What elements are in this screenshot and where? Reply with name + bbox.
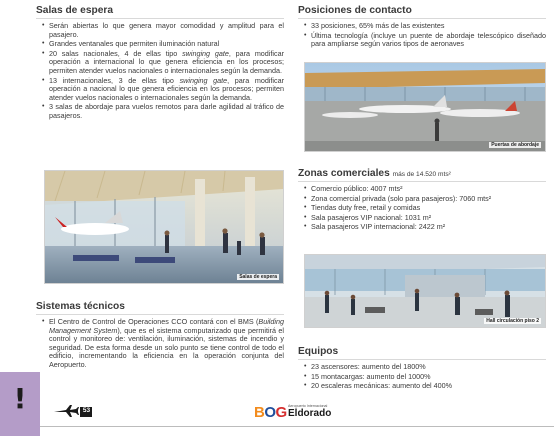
equipos-list [298,363,546,391]
zonas-subtitle: más de 14.520 mts² [392,171,451,178]
salas-title: Salas de espera [36,5,284,19]
list-item [43,77,284,103]
list-item: • Sala pasajeros VIP internacional: 2422 m² [305,223,546,232]
logo-name: Eldorado [288,408,332,419]
list-item: • Sala pasajeros VIP nacional: 1031 m² [305,214,546,223]
posiciones-section [298,5,546,50]
zonas-title-text: Zonas comerciales [298,168,390,179]
photo-caption: Salas de espera [239,274,277,280]
eldorado-logo [254,404,344,422]
list-item [43,318,284,370]
boarding-gates-image [305,63,545,151]
page-number-badge [52,403,92,419]
list-item-text: El Centro de Control de Operaciones CCO contará con el BMS (Building Management System), que es el sistema computarizado que permitirá el control y monitoreo de: ventilación, iluminación, sistemas de incendio y seguridad. De esta forma desde un solo punto se tiene control de todo el edificio, incrementando la eficiencia en la operación conjunta del Aeropuerto. [49,317,284,369]
zonas-title [298,168,546,182]
list-item: • Última tecnología (incluye un puente de abordaje telescópico diseñado para ampliarse según varios tipos de aeronaves [305,32,546,49]
page-number: 53 [82,407,91,414]
posiciones-list [298,22,546,49]
zonas-section [298,168,546,233]
list-item: • 33 posiciones, 65% más de las existentes [305,22,546,31]
sistemas-title: Sistemas técnicos [36,301,284,315]
salas-photo [44,170,284,284]
list-item: • Zona comercial privada (solo para pasajeros): 7060 mts² [305,195,546,204]
accent-bar [0,372,40,436]
zonas-list [298,185,546,232]
list-item: • Comercio público: 4007 mts² [305,185,546,194]
circulation-hall-image [305,255,545,327]
footer-divider [40,426,554,427]
salas-list [36,22,284,121]
list-item: • 20 escaleras mecánicas: aumento del 400% [305,382,546,391]
waiting-room-image [45,171,283,283]
posiciones-photo [304,62,546,152]
equipos-title: Equipos [298,346,546,360]
salas-section [36,5,284,122]
list-item: • 23 ascensores: aumento del 1800% [305,363,546,372]
list-item: • Tiendas duty free, retail y comidas [305,204,546,213]
zonas-photo [304,254,546,328]
posiciones-title: Posiciones de contacto [298,5,546,19]
sistemas-section [36,301,284,371]
list-item-text: 13 internacionales, 3 de ellas tipo swinging gate, para modificar operación a nacional lo que genera eficiencia en los procesos; permiten atender vuelos nacionales o internacionales según la demanda. [49,75,284,102]
list-item: • Grandes ventanales que permiten iluminación natural [43,40,284,49]
exclamation-icon: ! [13,382,27,415]
photo-caption: Hall circulación piso 2 [486,318,539,324]
list-item [43,50,284,76]
list-item: • Serán abiertas lo que genera mayor comodidad y amplitud para el pasajero. [43,22,284,39]
photo-caption: Puertas de abordaje [491,142,539,148]
logo-subtitle: Aeropuerto Internacional [288,404,328,408]
list-item-text: 20 salas nacionales, 4 de ellas tipo swinging gate, para modificar operación a internacional lo que genera eficiencia en los procesos; permiten atender vuelos nacionales o internacionales según la demanda. [49,48,284,75]
list-item: • 15 montacargas: aumento del 1000% [305,373,546,382]
sistemas-list [36,318,284,370]
equipos-section [298,346,546,392]
logo-bog: BOG [254,404,287,421]
list-item: • 3 salas de abordaje para vuelos remotos para darle agilidad al tráfico de pasajeros. [43,103,284,120]
